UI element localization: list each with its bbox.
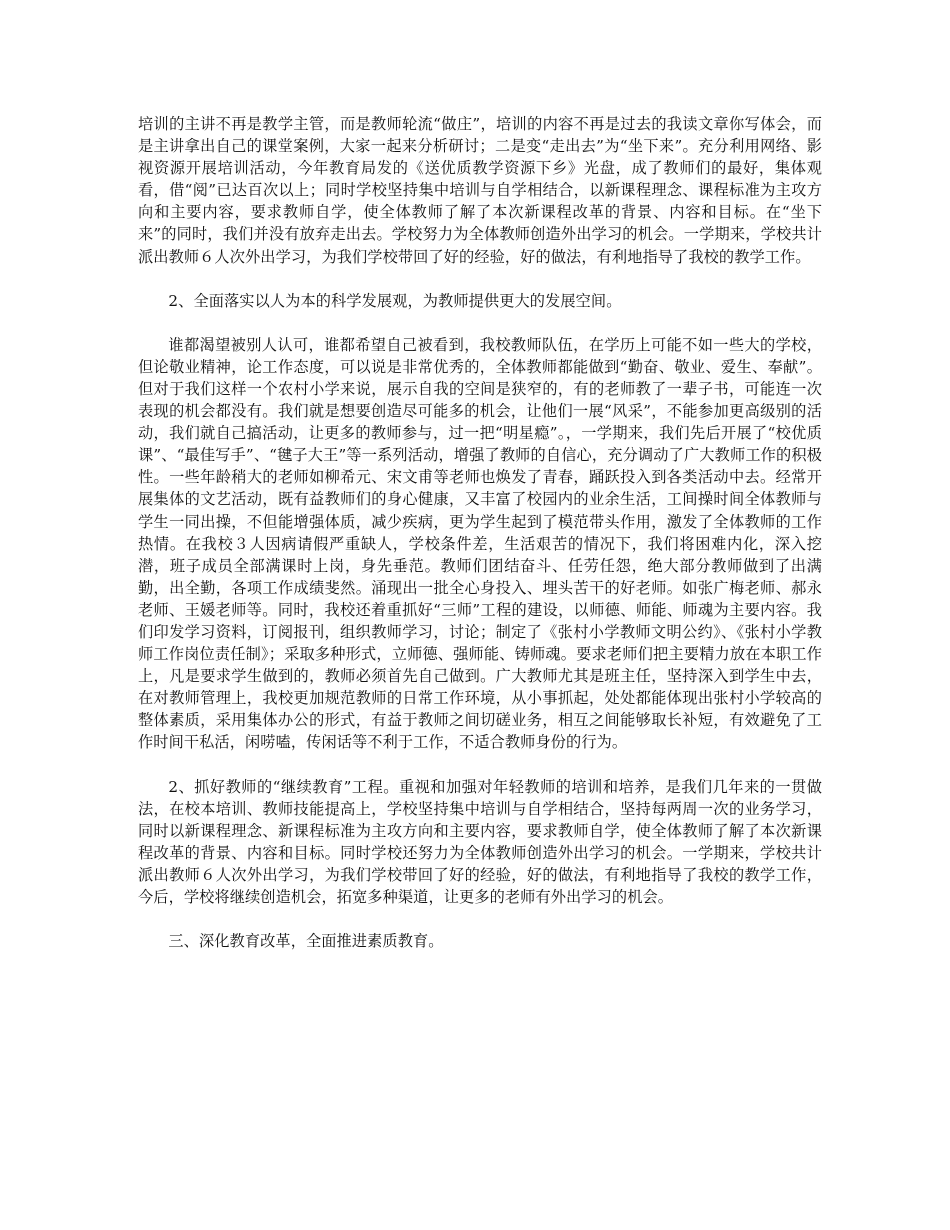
paragraph-spacer — [138, 312, 822, 334]
body-paragraph: 谁都渴望被别人认可，谁都希望自己被看到，我校教师队伍，在学历上可能不如一些大的学校，但论敬业精神，论工作态度，可以说是非常优秀的，全体教师都能做到“勤奋、敬业、爱生、奉献”。但对于我们这样一个农村小学来说，展示自我的空间是狭窄的，有的老师教了一辈子书，可能连一次表现的机会都没有。我们就是想要创造尽可能多的机会，让他们一展“风采”，不能参加更高级别的活动，我们就自己搞活动，让更多的教师参与，过一把“明星瘾”。，一学期来，我们先后开展了“校优质课”、“最佳写手”、“毽子大王”等一系列活动，增强了教师的自信心，充分调动了广大教师工作的积极性。一些年龄稍大的老师如柳希元、宋文甫等老师也焕发了青春，踊跃投入到各类活动中去。经常开展集体的文艺活动，既有益教师们的身心健康，又丰富了校园内的业余生活，工间操时间全体教师与学生一同出操，不但能增强体质，减少疾病，更为学生起到了模范带头作用，激发了全体教师的工作热情。在我校３人因病请假严重缺人，学校条件差，生活艰苦的情况下，我们将困难内化，深入挖潜，班子成员全部满课时上岗，身先垂范。教师们团结奋斗、任劳任怨，绝大部分教师做到了出满勤，出全勤，各项工作成绩斐然。涌现出一批全心身投入、埋头苦干的好老师。如张广梅老师、郝永老师、王媛老师等。同时，我校还着重抓好“三师”工程的建设，以师德、师能、师魂为主要内容。我们印发学习资料，订阅报刊，组织教师学习，讨论；制定了《张村小学教师文明公约》、《张村小学教师工作岗位责任制》；采取多种形式，立师德、强师能、铸师魂。要求老师们把主要精力放在本职工作上，凡是要求学生做到的，教师必须首先自己做到。广大教师尤其是班主任，坚持深入到学生中去，在对教师管理上，我校更加规范教师的日常工作环境，从小事抓起，处处都能体现出张村小学较高的整体素质，采用集体办公的形式，有益于教师之间切磋业务，相互之间能够取长补短，有效避免了工作时间干私活，闲唠嗑，传闲话等不利于工作，不适合教师身份的行为。 — [138, 335, 822, 752]
body-paragraph: 2、抓好教师的“继续教育”工程。重视和加强对年轻教师的培训和培养，是我们几年来的一贯做法，在校本培训、教师技能提高上，学校坚持集中培训与自学相结合，坚持每两周一次的业务学习，同时以新课程理念、新课程标准为主攻方向和主要内容，要求教师自学，使全体教师了解了本次新课程改革的背景、内容和目标。同时学校还努力为全体教师创造外出学习的机会。一学期来，学校共计派出教师６人次外出学习，为我们学校带回了好的经验，好的做法，有利地指导了我校的教学工作，今后，学校将继续创造机会，拓宽多种渠道，让更多的老师有外出学习的机会。 — [138, 777, 822, 906]
paragraph-spacer — [138, 754, 822, 776]
paragraph-spacer — [138, 908, 822, 930]
paragraph-spacer — [138, 268, 822, 290]
section-heading: 三、深化教育改革，全面推进素质教育。 — [168, 932, 444, 951]
section-heading: 2、全面落实以人为本的科学发展观，为教师提供更大的发展空间。 — [168, 291, 622, 310]
body-paragraph: 培训的主讲不再是教学主管，而是教师轮流“做庄”，培训的内容不再是过去的我读文章你写体会，而是主讲拿出自己的课堂案例，大家一起来分析研讨；二是变“走出去”为“坐下来”。充分利用网络、影视资源开展培训活动，今年教育局发的《送优质教学资源下乡》光盘，成了教师们的最好，集体观看，借“阅”已达百次以上；同时学校坚持集中培训与自学相结合，以新课程理念、课程标准为主攻方向和主要内容，要求教师自学，使全体教师了解了本次新课程改革的背景、内容和目标。在“坐下来”的同时，我们并没有放弃走出去。学校努力为全体教师创造外出学习的机会。一学期来，学校共计派出教师６人次外出学习，为我们学校带回了好的经验，好的做法，有利地指导了我校的教学工作。 — [138, 115, 822, 266]
document-page — [138, 113, 822, 952]
